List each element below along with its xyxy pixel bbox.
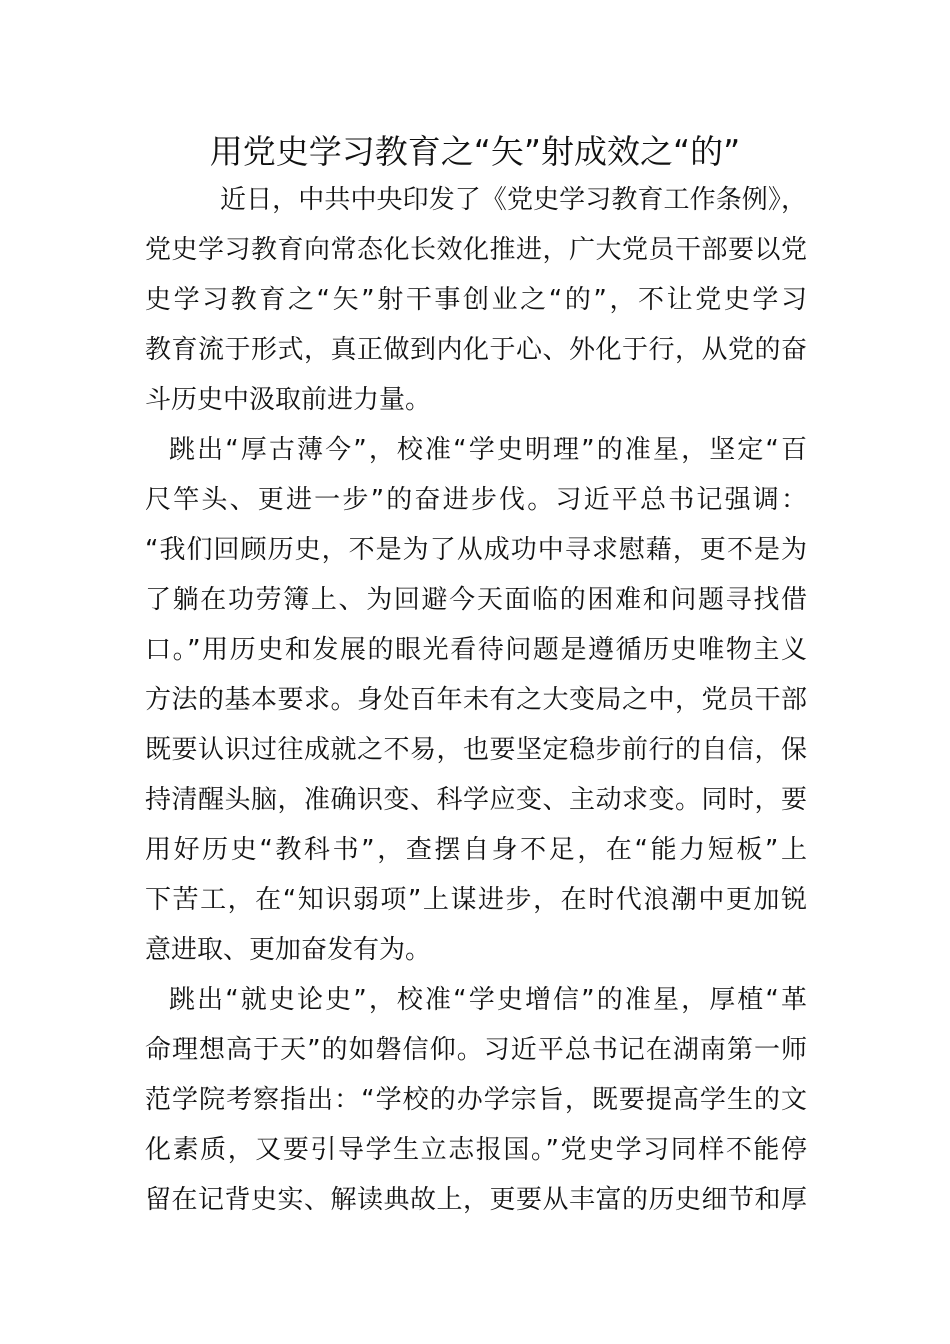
- paragraph-3-line-2: 命理想高于天”的如磐信仰。习近平总书记在湖南第一师: [145, 1035, 807, 1065]
- paragraph-1-line-3: 史学习教育之“矢”射干事创业之“的”，不让党史学习: [145, 285, 807, 315]
- paragraph-2-line-2: 尺竿头、更进一步”的奋进步伐。习近平总书记强调：: [145, 485, 807, 515]
- paragraph-3-line-4: 化素质，又要引导学生立志报国。”党史学习同样不能停: [145, 1135, 807, 1165]
- paragraph-3-line-3: 范学院考察指出：“学校的办学宗旨，既要提高学生的文: [145, 1085, 807, 1115]
- paragraph-1-line-5: 斗历史中汲取前进力量。: [145, 385, 432, 415]
- paragraph-2-line-11: 意进取、更加奋发有为。: [145, 935, 432, 965]
- paragraph-2-line-10: 下苦工，在“知识弱项”上谋进步，在时代浪潮中更加锐: [145, 885, 807, 915]
- paragraph-2-line-9: 用好历史“教科书”，查摆自身不足，在“能力短板”上: [145, 835, 807, 865]
- paragraph-3-line-5: 留在记背史实、解读典故上，更要从丰富的历史细节和厚: [145, 1185, 807, 1215]
- paragraph-2-line-1: 跳出“厚古薄今”，校准“学史明理”的准星，坚定“百: [169, 435, 807, 465]
- paragraph-2-line-4: 了躺在功劳簿上、为回避今天面临的困难和问题寻找借: [145, 585, 807, 615]
- paragraph-3-line-1: 跳出“就史论史”，校准“学史增信”的准星，厚植“革: [169, 985, 807, 1015]
- paragraph-1-line-2: 党史学习教育向常态化长效化推进，广大党员干部要以党: [145, 235, 807, 265]
- document-title: 用党史学习教育之“矢”射成效之“的”: [209, 132, 741, 171]
- paragraph-2-line-8: 持清醒头脑，准确识变、科学应变、主动求变。同时，要: [145, 785, 807, 815]
- paragraph-2-line-7: 既要认识过往成就之不易，也要坚定稳步前行的自信，保: [145, 735, 807, 765]
- document-body: [145, 175, 807, 1225]
- paragraph-1-line-4: 教育流于形式，真正做到内化于心、外化于行，从党的奋: [145, 335, 807, 365]
- paragraph-2-line-6: 方法的基本要求。身处百年未有之大变局之中，党员干部: [145, 685, 807, 715]
- paragraph-2-line-5: 口。”用历史和发展的眼光看待问题是遵循历史唯物主义: [145, 635, 807, 665]
- paragraph-2-line-3: “我们回顾历史，不是为了从成功中寻求慰藉，更不是为: [145, 535, 807, 565]
- paragraph-1-line-1: 近日，中共中央印发了《党史学习教育工作条例》，: [220, 185, 807, 215]
